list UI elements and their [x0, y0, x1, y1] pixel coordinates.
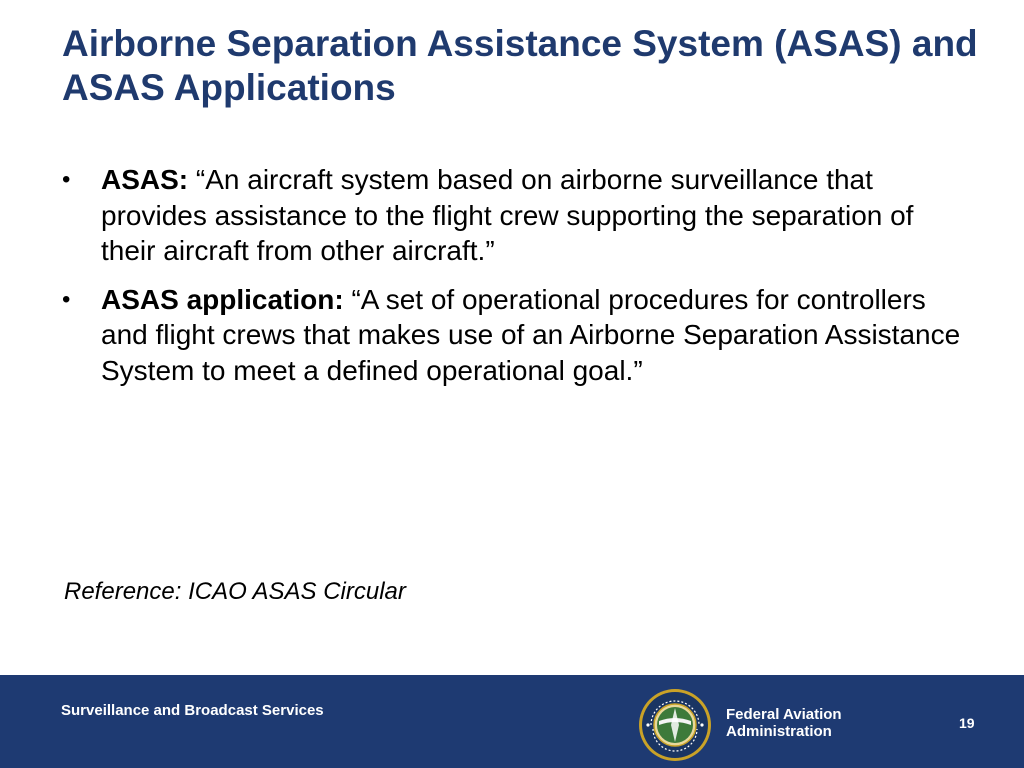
footer-program-name: Surveillance and Broadcast Services: [61, 702, 324, 719]
faa-seal-icon: [638, 688, 712, 762]
bullet-text: “A set of operational procedures for controllers and flight crews that makes use of an Airborne Separation Assistance System to meet a defined operational goal.”: [101, 283, 961, 386]
faa-wordmark-line2: Administration: [726, 723, 832, 740]
bullet-list: [62, 162, 962, 401]
reference-note: Reference: ICAO ASAS Circular: [64, 578, 406, 605]
bullet-dot-icon: •: [62, 166, 71, 193]
footer-bar: [0, 675, 1024, 768]
slide-title: Airborne Separation Assistance System (ASAS) and ASAS Applications: [62, 23, 978, 108]
bullet-term: ASAS application:: [101, 283, 344, 315]
bullet-term: ASAS:: [101, 164, 189, 195]
bullet-text: “An aircraft system based on airborne surveillance that provides assistance to the flight crew supporting the separation of their aircraft from other aircraft.”: [101, 164, 914, 266]
faa-wordmark: [726, 706, 842, 740]
bullet-asas-application: [62, 282, 962, 389]
page-number: 19: [959, 715, 975, 731]
bullet-dot-icon: •: [62, 285, 71, 313]
bullet-asas: [62, 162, 962, 269]
faa-wordmark-line1: Federal Aviation: [726, 706, 842, 723]
